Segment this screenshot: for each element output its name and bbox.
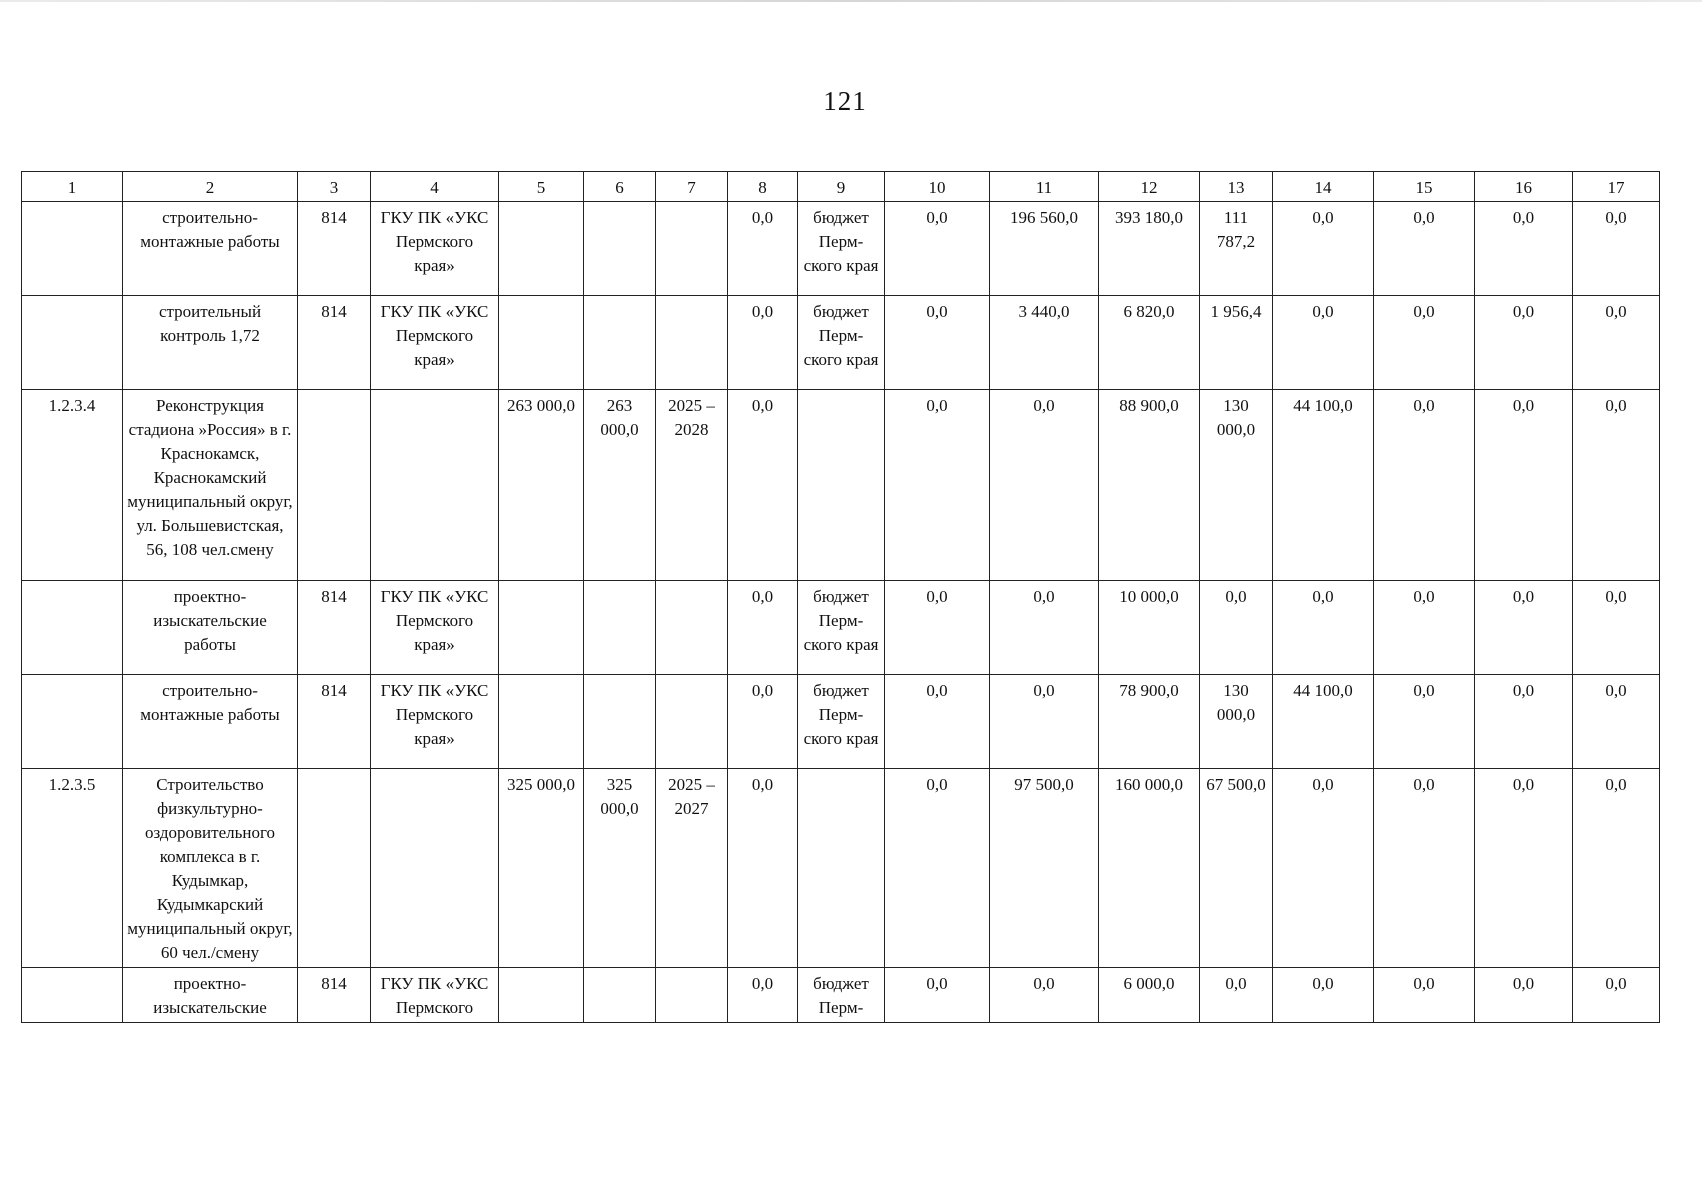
column-number-7: 7 xyxy=(656,172,728,202)
code: 814 xyxy=(298,968,371,1023)
column-number-row xyxy=(22,172,1660,202)
col-8-value: 0,0 xyxy=(728,390,798,581)
table-row xyxy=(22,202,1660,296)
remaining-cost xyxy=(584,202,656,296)
column-number-15: 15 xyxy=(1374,172,1475,202)
col-12-value: 393 180,0 xyxy=(1099,202,1200,296)
code: 814 xyxy=(298,675,371,769)
col-16-value: 0,0 xyxy=(1475,296,1573,390)
column-number-17: 17 xyxy=(1573,172,1660,202)
total-cost: 263 000,0 xyxy=(499,390,584,581)
col-14-value: 0,0 xyxy=(1273,769,1374,968)
item-number xyxy=(22,675,123,769)
col-14-value: 0,0 xyxy=(1273,581,1374,675)
page-number: 121 xyxy=(823,86,867,116)
col-17-value: 0,0 xyxy=(1573,202,1660,296)
col-8-value: 0,0 xyxy=(728,581,798,675)
col-10-value: 0,0 xyxy=(885,675,990,769)
item-description: строительно-монтажные работы xyxy=(123,675,298,769)
code: 814 xyxy=(298,296,371,390)
table-row xyxy=(22,968,1660,1023)
item-number xyxy=(22,296,123,390)
col-15-value: 0,0 xyxy=(1374,968,1475,1023)
col-14-value: 0,0 xyxy=(1273,296,1374,390)
column-number-3: 3 xyxy=(298,172,371,202)
col-12-value: 160 000,0 xyxy=(1099,769,1200,968)
table-row xyxy=(22,581,1660,675)
executor: ГКУ ПК «УКС Пермского края» xyxy=(371,296,499,390)
col-17-value: 0,0 xyxy=(1573,390,1660,581)
code: 814 xyxy=(298,202,371,296)
col-13-value: 1 956,4 xyxy=(1200,296,1273,390)
col-8-value: 0,0 xyxy=(728,296,798,390)
item-number xyxy=(22,581,123,675)
column-number-8: 8 xyxy=(728,172,798,202)
funding-source: бюджет Перм-ского края xyxy=(798,581,885,675)
col-11-value: 0,0 xyxy=(990,675,1099,769)
code: 814 xyxy=(298,581,371,675)
col-8-value: 0,0 xyxy=(728,202,798,296)
total-cost xyxy=(499,202,584,296)
col-11-value: 196 560,0 xyxy=(990,202,1099,296)
col-14-value: 0,0 xyxy=(1273,202,1374,296)
remaining-cost: 263 000,0 xyxy=(584,390,656,581)
col-13-value: 67 500,0 xyxy=(1200,769,1273,968)
col-11-value: 97 500,0 xyxy=(990,769,1099,968)
col-8-value: 0,0 xyxy=(728,968,798,1023)
funding-source: бюджет Перм- xyxy=(798,968,885,1023)
item-number xyxy=(22,968,123,1023)
col-11-value: 0,0 xyxy=(990,390,1099,581)
funding-source: бюджет Перм-ского края xyxy=(798,296,885,390)
col-17-value: 0,0 xyxy=(1573,968,1660,1023)
col-10-value: 0,0 xyxy=(885,769,990,968)
col-11-value: 0,0 xyxy=(990,581,1099,675)
period: 2025 – 2027 xyxy=(656,769,728,968)
executor: ГКУ ПК «УКС Пермского xyxy=(371,968,499,1023)
item-description: строительно-монтажные работы xyxy=(123,202,298,296)
total-cost xyxy=(499,968,584,1023)
executor xyxy=(371,769,499,968)
column-number-14: 14 xyxy=(1273,172,1374,202)
col-13-value: 111 787,2 xyxy=(1200,202,1273,296)
col-14-value: 44 100,0 xyxy=(1273,675,1374,769)
col-10-value: 0,0 xyxy=(885,968,990,1023)
col-8-value: 0,0 xyxy=(728,769,798,968)
col-17-value: 0,0 xyxy=(1573,581,1660,675)
col-14-value: 44 100,0 xyxy=(1273,390,1374,581)
code xyxy=(298,390,371,581)
funding-source xyxy=(798,390,885,581)
col-17-value: 0,0 xyxy=(1573,769,1660,968)
executor: ГКУ ПК «УКС Пермского края» xyxy=(371,581,499,675)
executor xyxy=(371,390,499,581)
period xyxy=(656,296,728,390)
table-row xyxy=(22,390,1660,581)
item-description: проектно-изыскательские xyxy=(123,968,298,1023)
col-8-value: 0,0 xyxy=(728,675,798,769)
col-12-value: 6 000,0 xyxy=(1099,968,1200,1023)
total-cost xyxy=(499,581,584,675)
col-13-value: 0,0 xyxy=(1200,581,1273,675)
col-15-value: 0,0 xyxy=(1374,296,1475,390)
col-15-value: 0,0 xyxy=(1374,202,1475,296)
period xyxy=(656,675,728,769)
item-number: 1.2.3.5 xyxy=(22,769,123,968)
column-number-11: 11 xyxy=(990,172,1099,202)
scan-top-edge xyxy=(0,0,1702,2)
remaining-cost xyxy=(584,296,656,390)
remaining-cost xyxy=(584,675,656,769)
item-description: проектно-изыскательские работы xyxy=(123,581,298,675)
col-16-value: 0,0 xyxy=(1475,675,1573,769)
col-12-value: 78 900,0 xyxy=(1099,675,1200,769)
column-number-1: 1 xyxy=(22,172,123,202)
executor: ГКУ ПК «УКС Пермского края» xyxy=(371,675,499,769)
col-13-value: 0,0 xyxy=(1200,968,1273,1023)
col-10-value: 0,0 xyxy=(885,202,990,296)
col-16-value: 0,0 xyxy=(1475,581,1573,675)
item-description: строительный контроль 1,72 xyxy=(123,296,298,390)
column-number-9: 9 xyxy=(798,172,885,202)
period xyxy=(656,968,728,1023)
col-14-value: 0,0 xyxy=(1273,968,1374,1023)
column-number-16: 16 xyxy=(1475,172,1573,202)
col-11-value: 0,0 xyxy=(990,968,1099,1023)
col-10-value: 0,0 xyxy=(885,296,990,390)
col-10-value: 0,0 xyxy=(885,581,990,675)
col-12-value: 10 000,0 xyxy=(1099,581,1200,675)
period: 2025 – 2028 xyxy=(656,390,728,581)
col-15-value: 0,0 xyxy=(1374,390,1475,581)
col-13-value: 130 000,0 xyxy=(1200,390,1273,581)
table-row xyxy=(22,675,1660,769)
table-row xyxy=(22,769,1660,968)
funding-source xyxy=(798,769,885,968)
table-header xyxy=(22,172,1660,202)
period xyxy=(656,581,728,675)
col-17-value: 0,0 xyxy=(1573,675,1660,769)
budget-table xyxy=(21,171,1660,1023)
column-number-6: 6 xyxy=(584,172,656,202)
column-number-4: 4 xyxy=(371,172,499,202)
executor: ГКУ ПК «УКС Пермского края» xyxy=(371,202,499,296)
column-number-5: 5 xyxy=(499,172,584,202)
total-cost xyxy=(499,675,584,769)
col-15-value: 0,0 xyxy=(1374,675,1475,769)
col-10-value: 0,0 xyxy=(885,390,990,581)
table-body xyxy=(22,202,1660,1023)
col-17-value: 0,0 xyxy=(1573,296,1660,390)
column-number-2: 2 xyxy=(123,172,298,202)
col-16-value: 0,0 xyxy=(1475,390,1573,581)
period xyxy=(656,202,728,296)
item-description: Строительство физкультурно-оздоровительного комплекса в г. Кудымкар, Кудымкарский муниципальный округ, 60 чел./смену xyxy=(123,769,298,968)
total-cost xyxy=(499,296,584,390)
table-row xyxy=(22,296,1660,390)
col-12-value: 6 820,0 xyxy=(1099,296,1200,390)
column-number-13: 13 xyxy=(1200,172,1273,202)
col-15-value: 0,0 xyxy=(1374,769,1475,968)
column-number-10: 10 xyxy=(885,172,990,202)
remaining-cost: 325 000,0 xyxy=(584,769,656,968)
total-cost: 325 000,0 xyxy=(499,769,584,968)
col-13-value: 130 000,0 xyxy=(1200,675,1273,769)
col-15-value: 0,0 xyxy=(1374,581,1475,675)
col-12-value: 88 900,0 xyxy=(1099,390,1200,581)
item-number: 1.2.3.4 xyxy=(22,390,123,581)
item-number xyxy=(22,202,123,296)
remaining-cost xyxy=(584,581,656,675)
item-description: Реконструкция стадиона »Россия» в г. Краснокамск, Краснокамский муниципальный округ, ул. Большевистская, 56, 108 чел.смену xyxy=(123,390,298,581)
col-11-value: 3 440,0 xyxy=(990,296,1099,390)
code xyxy=(298,769,371,968)
col-16-value: 0,0 xyxy=(1475,769,1573,968)
funding-source: бюджет Перм-ского края xyxy=(798,202,885,296)
funding-source: бюджет Перм-ского края xyxy=(798,675,885,769)
col-16-value: 0,0 xyxy=(1475,202,1573,296)
column-number-12: 12 xyxy=(1099,172,1200,202)
remaining-cost xyxy=(584,968,656,1023)
col-16-value: 0,0 xyxy=(1475,968,1573,1023)
